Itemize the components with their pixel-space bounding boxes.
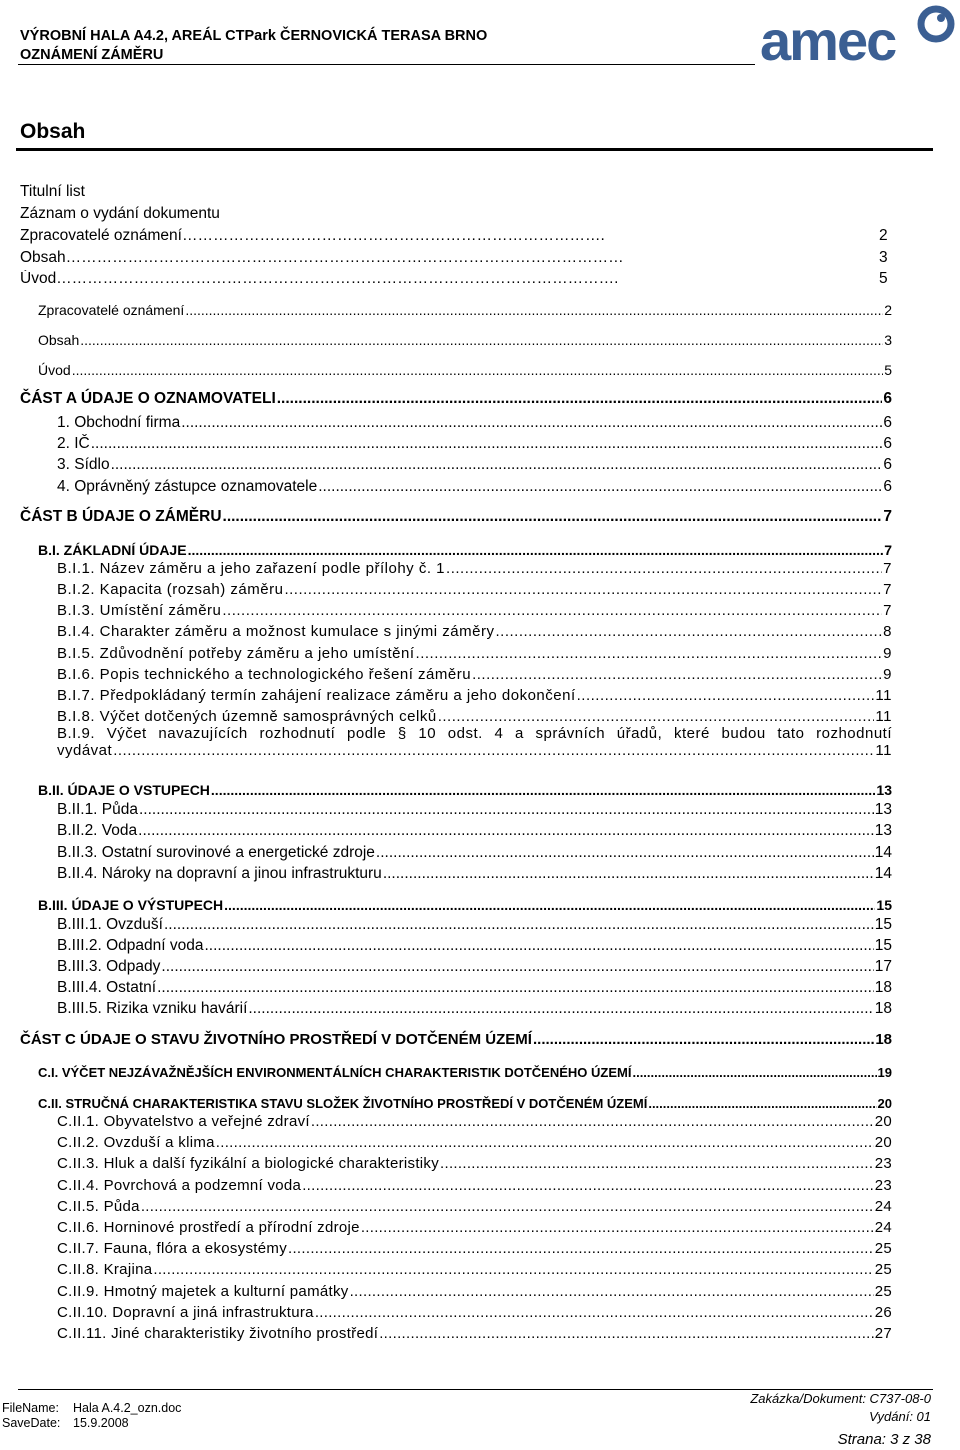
toc-entry-page: 6 [883,390,892,407]
plain-toc-text: Úvod………………………………………………………………………………………………. [20,270,619,287]
toc-entry-page: 11 [875,742,892,759]
toc-leader-dots [383,865,874,883]
toc-entry-title: B.I.2. Kapacita (rozsah) záměru [57,581,284,598]
toc-entry-page: 15 [874,916,892,933]
plain-toc-text: Záznam o vydání dokumentu [20,205,220,222]
toc-entry-title: B.III.2. Odpadní voda [57,937,204,954]
toc-entry[interactable] [57,1299,892,1321]
toc-entry[interactable] [20,504,892,526]
toc-leader-dots [139,801,874,819]
toc-entry-page: 9 [883,666,892,683]
toc-leader-dots [318,478,882,496]
toc-entry[interactable] [57,954,892,976]
toc-entry-title: Zpracovatelé oznámení [38,302,185,318]
toc-entry-page: 7 [883,602,892,619]
toc-entry-page: 19 [877,1065,892,1080]
toc-entry-page: 27 [874,1325,892,1342]
toc-entry-title: C.II.3. Hluk a další fyzikální a biologické charakteristiky [57,1155,440,1172]
toc-leader-dots [223,508,883,526]
toc-entry[interactable] [57,1150,892,1172]
toc-entry-title: B.III.5. Rizika vzniku havárií [57,1000,248,1017]
toc-entry[interactable] [57,840,892,862]
toc-entry[interactable] [20,386,892,408]
toc-entry-title: C.II.9. Hmotný majetek a kulturní památky [57,1283,349,1300]
toc-entry-title: 2. IČ [57,435,90,452]
toc-entry-page: 3 [884,332,892,348]
toc-entry-title: C.II.11. Jiné charakteristiky životního prostředí [57,1325,379,1342]
toc-entry-title: B.I.1. Název záměru a jeho zařazení podle přílohy č. 1 [57,560,446,577]
toc-leader-dots [440,1155,874,1172]
page-title: Obsah [20,120,86,143]
plain-toc-line [20,205,892,228]
plain-toc-page: 2 [879,227,888,244]
toc-leader-dots [216,1134,874,1151]
toc-entry[interactable] [57,861,892,883]
footer-issue: Vydání: 01 [869,1409,931,1424]
toc-entry[interactable] [57,1172,892,1194]
toc-entry[interactable] [57,1235,892,1257]
plain-toc-line [20,249,892,272]
toc-entry[interactable] [57,996,892,1018]
toc-entry[interactable] [57,555,892,577]
toc-entry-page: 17 [874,958,892,975]
footer-page-number: Strana: 3 z 38 [837,1431,931,1448]
toc-entry-title: C.II.2. Ovzduší a klima [57,1134,215,1151]
toc-leader-dots [161,958,873,976]
toc-entry-page: 25 [874,1240,892,1257]
header-document-type: OZNÁMENÍ ZÁMĚRU [20,47,164,63]
toc-leader-dots [311,1113,874,1130]
toc-leader-dots [495,623,882,640]
toc-entry-page: 7 [883,508,892,525]
plain-toc-text: Zpracovatelé oznámení………………………………………………………………………. [20,227,605,244]
toc-leader-dots [222,602,882,619]
toc-leader-dots [157,979,874,997]
footer-savedate: SaveDate: 15.9.2008 [2,1416,129,1430]
toc-entry-title: B.III.3. Odpady [57,958,161,975]
toc-entry-page: 13 [876,782,892,798]
plain-toc-text: Obsah……………………………………………………………………………………………… [20,249,624,266]
toc-leader-dots [181,414,882,432]
toc-leader-dots [224,897,875,913]
toc-leader-dots [277,390,883,408]
toc-entry-title: ČÁST B ÚDAJE O ZÁMĚRU [20,508,222,525]
title-rule [16,148,933,151]
footer-contract: Zakázka/Dokument: C737-08-0 [750,1391,931,1406]
toc-entry-page: 7 [883,560,892,577]
toc-leader-dots [91,435,883,453]
toc-entry-title: C.I. VÝČET NEJZÁVAŽNĚJŠÍCH ENVIRONMENTÁLNÍCH CHARAKTERISTIK DOTČENÉHO ÚZEMÍ [38,1065,632,1080]
toc-entry-page: 6 [883,478,892,495]
toc-entry-title: B.II.2. Voda [57,822,138,839]
toc-leader-dots [80,332,883,348]
toc-leader-dots [577,687,875,704]
toc-entry[interactable] [57,725,892,769]
toc-entry-page: 23 [874,1155,892,1172]
plain-toc-text: Titulní list [20,183,85,200]
toc-leader-dots [138,822,874,840]
toc-entry[interactable] [57,703,892,725]
toc-leader-dots [185,302,883,318]
toc-entry-title: C.II.7. Fauna, flóra a ekosystémy [57,1240,287,1257]
toc-entry[interactable] [57,1278,892,1300]
toc-entry-page: 24 [874,1198,892,1215]
toc-leader-dots [632,1065,876,1080]
document-header [20,27,487,65]
toc-entry-title: 3. Sídlo [57,456,110,473]
toc-entry[interactable] [57,1129,892,1151]
toc-leader-dots [248,1000,873,1018]
toc-entry-title: Úvod [38,362,71,378]
toc-entry-page: 5 [884,362,892,378]
toc-entry-title: B.III.4. Ostatní [57,979,157,996]
toc-entry-page: 18 [875,1031,892,1048]
toc-entry-page: 11 [875,687,892,704]
toc-entry-title: B.II.1. Půda [57,801,138,818]
toc-entry-title: C.II.8. Krajina [57,1261,153,1278]
toc-entry-title: B.III. ÚDAJE O VÝSTUPECH [38,897,224,913]
toc-entry[interactable] [38,296,892,318]
toc-entry-title: B.I. ZÁKLADNÍ ÚDAJE [38,542,187,558]
footer-rule [18,1389,933,1390]
toc-entry[interactable] [57,1320,892,1342]
toc-entry[interactable] [57,975,892,997]
toc-entry-title: B.II.4. Nároky na dopravní a jinou infrastrukturu [57,865,382,882]
toc-leader-dots [446,560,882,577]
toc-leader-dots [141,1198,874,1215]
header-project-title: VÝROBNÍ HALA A4.2, AREÁL CTPark ČERNOVICKÁ TERASA BRNO [20,28,488,44]
toc-entry[interactable] [57,933,892,955]
toc-entry-title: C.II. STRUČNÁ CHARAKTERISTIKA STAVU SLOŽEK ŽIVOTNÍHO PROSTŘEDÍ V DOTČENÉM ÚZEMÍ [38,1096,648,1111]
toc-entry-title: B.I.5. Zdůvodnění potřeby záměru a jeho umístění [57,645,415,662]
toc-entry-title: B.I.3. Umístění záměru [57,602,222,619]
toc-leader-dots [379,1325,873,1342]
toc-entry-page: 7 [884,542,892,558]
toc-entry[interactable] [57,431,892,453]
plain-toc-line [20,183,892,206]
toc-entry[interactable] [57,474,892,496]
toc-entry-title: B.I.9. Výčet navazujících rozhodnutí podle § 10 odst. 4 a správních úřadů, které budou tato rozhodnutí [57,725,892,742]
toc-entry-page: 26 [874,1304,892,1321]
toc-entry-title: B.III.1. Ovzduší [57,916,163,933]
plain-toc-page: 5 [879,270,888,287]
toc-entry-title: 1. Obchodní firma [57,414,181,431]
plain-toc-line [20,227,892,250]
toc-entry[interactable] [38,356,892,378]
toc-entry[interactable] [57,452,892,474]
toc-entry-title: Obsah [38,332,80,348]
toc-entry[interactable] [57,1256,892,1278]
toc-leader-dots [533,1031,874,1048]
toc-entry[interactable] [57,1193,892,1215]
toc-leader-dots [113,742,874,759]
toc-leader-dots [111,456,883,474]
toc-entry-title: B.II.3. Ostatní surovinové a energetické zdroje [57,844,375,861]
toc-leader-dots [472,666,882,683]
logo-wordmark: amec [760,9,896,68]
toc-entry-title: B.II. ÚDAJE O VSTUPECH [38,782,210,798]
toc-entry[interactable] [38,776,892,798]
toc-entry[interactable] [57,410,892,432]
toc-entry[interactable] [57,682,892,704]
toc-entry-page: 2 [884,302,892,318]
toc-entry[interactable] [20,1026,892,1048]
toc-leader-dots [302,1177,874,1194]
footer-filename: FileName: Hala A.4.2_ozn.doc [2,1401,182,1415]
toc-leader-dots [164,916,874,934]
toc-entry-page: 18 [874,1000,892,1017]
toc-entry-page: 8 [883,623,892,640]
toc-entry-page: 18 [874,979,892,996]
toc-entry-page: 24 [874,1219,892,1236]
toc-entry-page: 14 [874,865,892,882]
toc-entry-page: 25 [874,1261,892,1278]
toc-entry-page: 20 [874,1134,892,1151]
toc-leader-dots [416,645,883,662]
toc-leader-dots [438,708,875,725]
toc-leader-dots [350,1283,874,1300]
toc-entry-title: C.II.10. Dopravní a jiná infrastruktura [57,1304,314,1321]
toc-entry-title: B.I.6. Popis technického a technologického řešení záměru [57,666,472,683]
toc-entry[interactable] [57,597,892,619]
plain-toc-line [20,270,892,293]
toc-entry-title: ČÁST A ÚDAJE O OZNAMOVATELI [20,390,276,407]
toc-entry-page: 6 [883,414,892,431]
toc-entry-title: ČÁST C ÚDAJE O STAVU ŽIVOTNÍHO PROSTŘEDÍ V DOTČENÉM ÚZEMÍ [20,1031,532,1048]
toc-entry-page: 9 [883,645,892,662]
plain-toc-page: 3 [879,249,888,266]
toc-leader-dots [205,937,874,955]
toc-leader-dots [72,362,884,378]
toc-entry-title: C.II.5. Půda [57,1198,140,1215]
toc-entry-page: 14 [874,844,892,861]
toc-entry-page: 25 [874,1283,892,1300]
toc-entry-page: 13 [874,801,892,818]
toc-entry-page: 7 [883,581,892,598]
toc-entry-title: 4. Oprávněný zástupce oznamovatele [57,478,318,495]
toc-entry[interactable] [57,797,892,819]
toc-entry-page: 15 [876,897,892,913]
amec-logo [760,2,956,73]
toc-leader-dots [211,782,876,798]
toc-entry[interactable] [57,576,892,598]
toc-entry-page: 6 [883,435,892,452]
toc-entry-title: C.II.4. Povrchová a podzemní voda [57,1177,302,1194]
toc-entry-page: 6 [883,456,892,473]
toc-entry-title: B.I.7. Předpokládaný termín zahájení realizace záměru a jeho dokončení [57,687,576,704]
toc-leader-dots [315,1304,874,1321]
toc-entry[interactable] [57,640,892,662]
toc-entry-title: C.II.1. Obyvatelstvo a veřejné zdraví [57,1113,310,1130]
toc-entry[interactable] [38,1058,892,1080]
toc-entry[interactable] [57,1214,892,1236]
toc-entry-page: 13 [874,822,892,839]
toc-leader-dots [153,1261,873,1278]
toc-leader-dots [376,844,874,862]
toc-entry[interactable] [57,912,892,934]
toc-entry[interactable] [57,661,892,683]
toc-entry-page: 20 [877,1096,892,1111]
toc-entry-page: 20 [874,1113,892,1130]
toc-leader-dots [361,1219,874,1236]
toc-entry-page: 11 [875,708,892,725]
toc-leader-dots [284,581,882,598]
toc-entry-page: 15 [874,937,892,954]
header-rule [18,64,755,65]
toc-entry-page: 23 [874,1177,892,1194]
toc-entry[interactable] [57,1108,892,1130]
toc-entry[interactable] [38,891,892,913]
toc-entry[interactable] [57,818,892,840]
toc-leader-dots [288,1240,874,1257]
toc-entry-title: B.I.8. Výčet dotčených územně samosprávných celků [57,708,437,725]
toc-entry[interactable] [38,326,892,348]
toc-entry-title: B.I.4. Charakter záměru a možnost kumulace s jinými záměry [57,623,495,640]
toc-entry-title-continued: vydávat [57,742,113,759]
toc-entry[interactable] [57,618,892,640]
toc-entry-title: C.II.6. Horninové prostředí a přírodní zdroje [57,1219,360,1236]
